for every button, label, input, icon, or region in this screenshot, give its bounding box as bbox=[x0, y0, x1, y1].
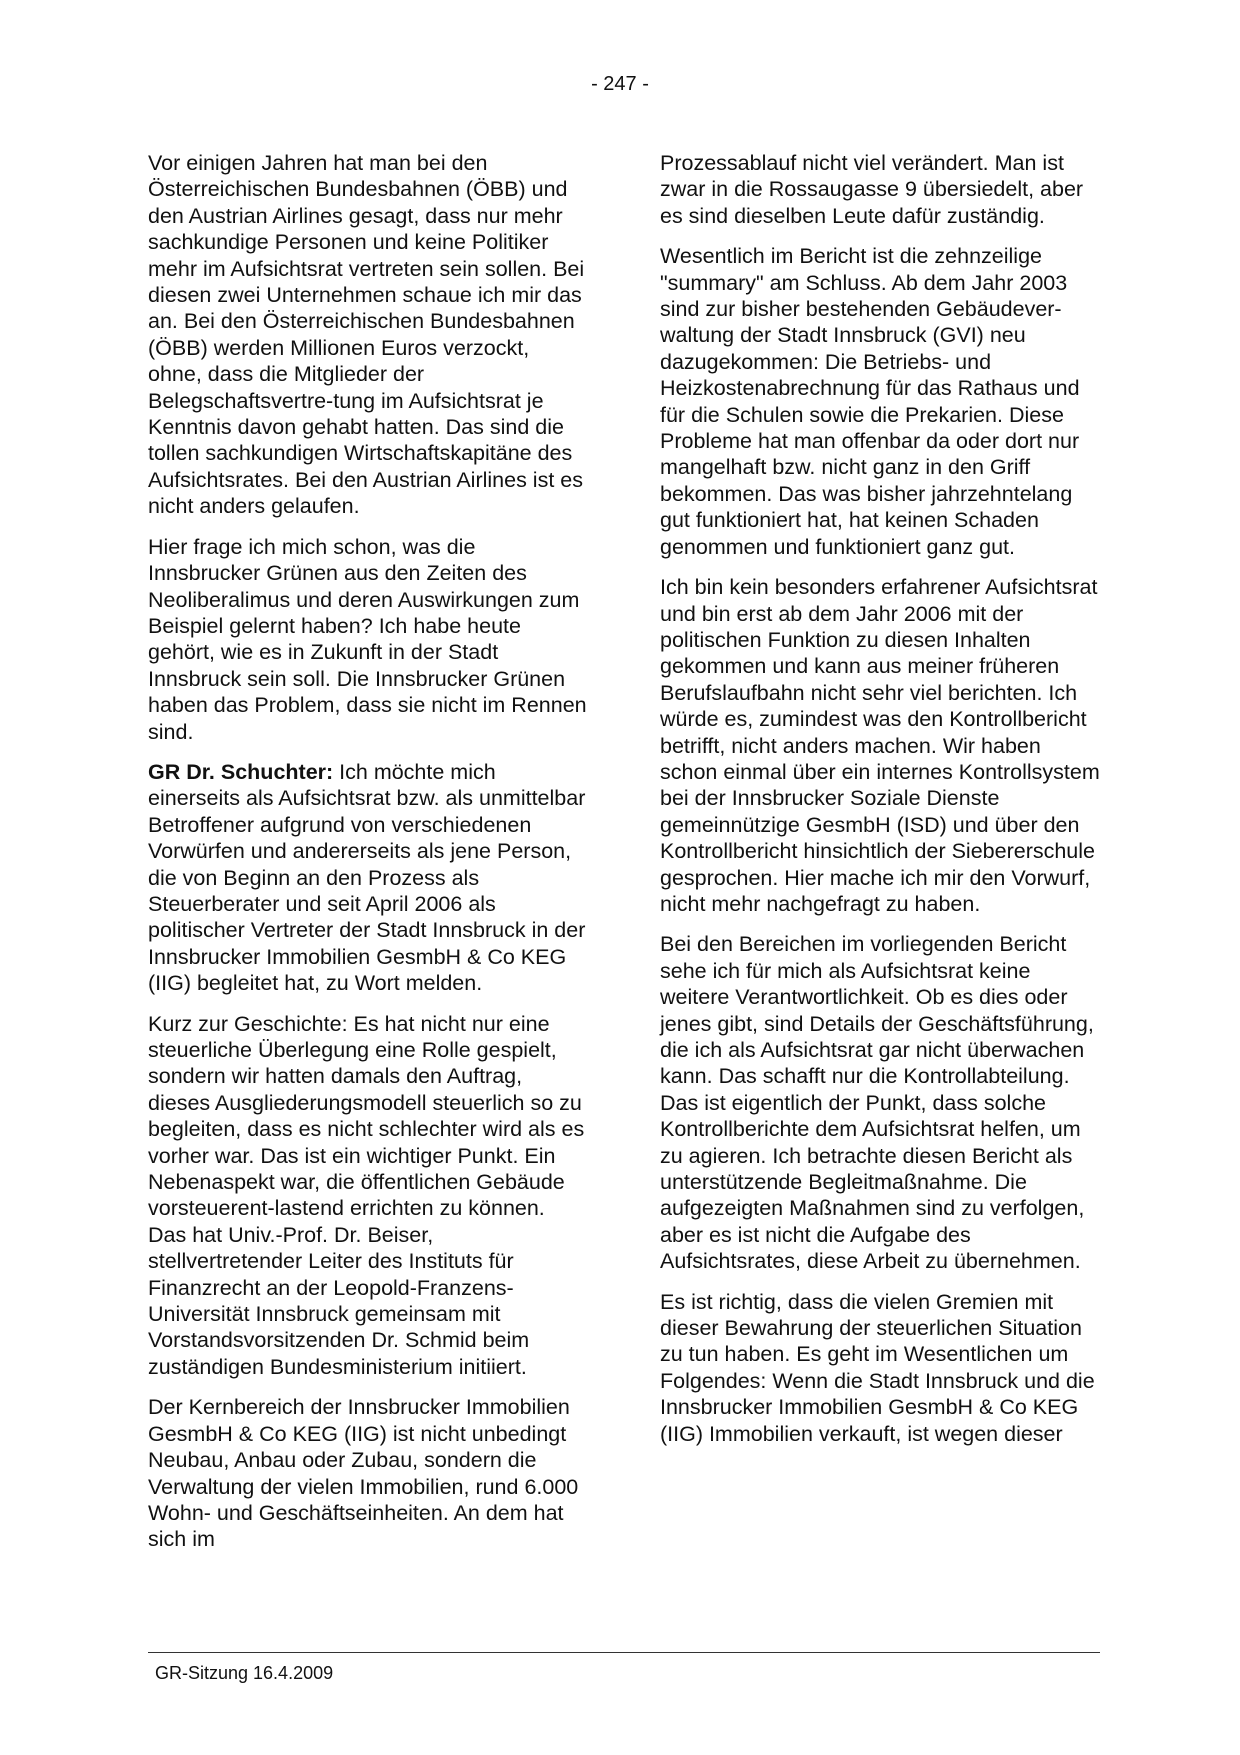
paragraph: Prozessablauf nicht viel verändert. Man ist zwar in die Rossaugasse 9 übersiedelt, aber es sind dieselben Leute dafür zuständig. bbox=[660, 151, 1084, 228]
footer-divider bbox=[148, 1652, 1100, 1653]
paragraph: Es ist richtig, dass die vielen Gremien mit dieser Bewahrung der steuerlichen Situation zu tun haben. Es geht im Wesentlichen um Folgendes: Wenn die Stadt Innsbruck und die Innsbrucker Immobilien GesmbH & Co KEG (IIG) Immobilien verkauft, ist wegen dieser bbox=[660, 1289, 1095, 1446]
paragraph-speech bbox=[148, 759, 588, 997]
footer-session-date: GR-Sitzung 16.4.2009 bbox=[155, 1663, 334, 1683]
paragraph: Ich bin kein besonders erfahrener Aufsichtsrat und bin erst ab dem Jahr 2006 mit der politischen Funktion zu diesen Inhalten gekommen und kann aus meiner früheren Berufslaufbahn nicht sehr viel berichten. Ich würde es, zumindest was den Kontrollbericht betrifft, nicht anders machen. Wir haben schon einmal über ein internes Kontrollsystem bei der Innsbrucker Soziale Dienste gemeinnützige GesmbH (ISD) und über den Kontrollbericht hinsichtlich der Siebererschule gesprochen. Hier mache ich mir den Vorwurf, nicht mehr nachgefragt zu haben. bbox=[660, 575, 1100, 916]
right-column bbox=[660, 150, 1100, 1461]
paragraph: Kurz zur Geschichte: Es hat nicht nur eine steuerliche Überlegung eine Rolle gespielt, sondern wir hatten damals den Auftrag, dieses Ausgliederungsmodell steuerlich so zu begleiten, dass es nicht schlechter wird als es vorher war. Das ist ein wichtiger Punkt. Ein Nebenaspekt war, die öffentlichen Gebäude vorsteuerent-lastend errichten zu können. Das hat Univ.-Prof. Dr. Beiser, stellvertretender Leiter des Instituts für Finanzrecht an der Leopold-Franzens-Universität Innsbruck gemeinsam mit Vorstandsvorsitzenden Dr. Schmid beim zuständigen Bundesministerium initiiert. bbox=[148, 1011, 585, 1379]
paragraph: Wesentlich im Bericht ist die zehnzeilige "summary" am Schluss. Ab dem Jahr 2003 sind zur bisher bestehenden Gebäudever-waltung der Stadt Innsbruck (GVI) neu dazugekommen: Die Betriebs- und Heizkostenabrechnung für das Rathaus und für die Schulen sowie die Prekarien. Diese Probleme hat man offenbar da oder dort nur mangelhaft bzw. nicht ganz in den Griff bekommen. Das was bisher jahrzehntelang gut funktioniert hat, hat keinen Schaden genommen und funktioniert ganz gut. bbox=[660, 244, 1080, 559]
speech-text: Ich möchte mich einerseits als Aufsichtsrat bzw. als unmittelbar Betroffener aufgrund von verschiedenen Vorwürfen und andererseits als jene Person, die von Beginn an den Prozess als Steuerberater und seit April 2006 als politischer Vertreter der Stadt Innsbruck in der Innsbrucker Immobilien GesmbH & Co KEG (IIG) begleitet hat, zu Wort melden. bbox=[148, 759, 586, 996]
speaker-name: GR Dr. Schuchter: bbox=[148, 759, 334, 784]
paragraph: Der Kernbereich der Innsbrucker Immobilien GesmbH & Co KEG (IIG) ist nicht unbedingt Neubau, Anbau oder Zubau, sondern die Verwaltung der vielen Immobilien, rund 6.000 Wohn- und Geschäftseinheiten. An dem hat sich im bbox=[148, 1395, 579, 1552]
page-number: - 247 - bbox=[591, 73, 649, 95]
paragraph: Hier frage ich mich schon, was die Innsbrucker Grünen aus den Zeiten des Neoliberalimus und deren Auswirkungen zum Beispiel gelernt haben? Ich habe heute gehört, wie es in Zukunft in der Stadt Innsbruck sein soll. Die Innsbrucker Grünen haben das Problem, dass sie nicht im Rennen sind. bbox=[148, 534, 587, 744]
paragraph: Bei den Bereichen im vorliegenden Bericht sehe ich für mich als Aufsichtsrat keine weitere Verantwortlichkeit. Ob es dies oder jenes gibt, sind Details der Geschäftsführung, die ich als Aufsichtsrat gar nicht überwachen kann. Das schafft nur die Kontrollabteilung. Das ist eigentlich der Punkt, dass solche Kontrollberichte dem Aufsichtsrat helfen, um zu agieren. Ich betrachte diesen Bericht als unterstützende Begleitmaßnahme. Die aufgezeigten Maßnahmen sind zu verfolgen, aber es ist nicht die Aufgabe des Aufsichtsrates, diese Arbeit zu übernehmen. bbox=[660, 932, 1094, 1274]
paragraph: Vor einigen Jahren hat man bei den Österreichischen Bundesbahnen (ÖBB) und den Austrian Airlines gesagt, dass nur mehr sachkundige Personen und keine Politiker mehr im Aufsichtsrat vertreten sein sollen. Bei diesen zwei Unternehmen schaue ich mir das an. Bei den Österreichischen Bundesbahnen (ÖBB) werden Millionen Euros verzockt, ohne, dass die Mitglieder der Belegschaftsvertre-tung im Aufsichtsrat je Kenntnis davon gehabt hatten. Das sind die tollen sachkundigen Wirtschaftskapitäne des Aufsichtsrates. Bei den Austrian Airlines ist es nicht anders gelaufen. bbox=[148, 151, 585, 519]
left-column bbox=[148, 150, 588, 1567]
